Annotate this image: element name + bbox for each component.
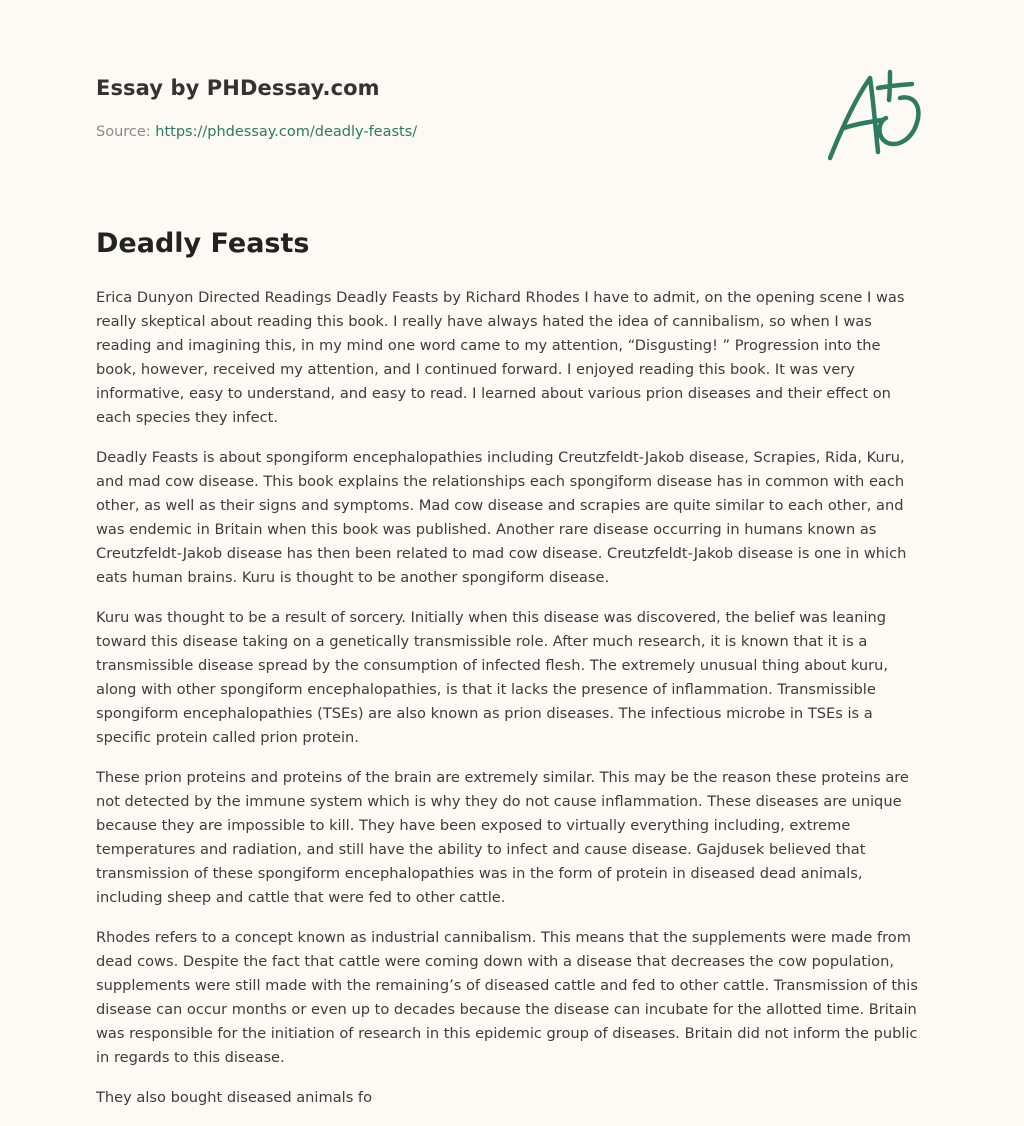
source-label: Source: (96, 124, 156, 140)
a-plus-grade-icon (828, 68, 926, 164)
essay-paragraph: Erica Dunyon Directed Readings Deadly Feasts by Richard Rhodes I have to admit, on the opening scene I was really skeptical about reading this book. I really have always hated the idea of cannibalism, so when I was reading and imagining this, in my mind one word came to my attention, “Disgusting! ” Progression into the book, however, received my attention, and I continued forward. I enjoyed reading this book. It was very informative, easy to understand, and easy to read. I learned about various prion diseases and their effect on each species they infect. (96, 289, 905, 426)
site-brand: Essay by PHDessay.com (96, 76, 380, 100)
source-line (96, 124, 417, 140)
essay-paragraph: Rhodes refers to a concept known as industrial cannibalism. This means that the supplements were made from dead cows. Despite the fact that cattle were coming down with a disease that decreases the cow population, supplements were still made with the remaining’s of diseased cattle and fed to other cattle. Transmission of this disease can occur months or even up to decades because the disease can incubate for the allotted time. Britain was responsible for the initiation of research in this epidemic group of diseases. Britain did not inform the public in regards to this disease. (96, 929, 918, 1066)
essay-paragraph: Kuru was thought to be a result of sorcery. Initially when this disease was discovered, the belief was leaning toward this disease taking on a genetically transmissible role. After much research, it is known that it is a transmissible disease spread by the consumption of infected flesh. The extremely unusual thing about kuru, along with other spongiform encephalopathies, is that it lacks the presence of inflammation. Transmissible spongiform encephalopathies (TSEs) are also known as prion diseases. The infectious microbe in TSEs is a specific protein called prion protein. (96, 609, 889, 746)
essay-paragraph: Deadly Feasts is about spongiform encephalopathies including Creutzfeldt-Jakob disease, Scrapies, Rida, Kuru, and mad cow disease. This book explains the relationships each spongiform disease has in common with each other, as well as their signs and symptoms. Mad cow disease and scrapies are quite similar to each other, and was endemic in Britain when this book was published. Another rare disease occurring in humans known as Creutzfeldt-Jakob disease has then been related to mad cow disease. Creutzfeldt-Jakob disease is one in which eats human brains. Kuru is thought to be another spongiform disease. (96, 449, 907, 586)
essay-paragraph: They also bought diseased animals fo (96, 1089, 372, 1106)
source-link[interactable]: https://phdessay.com/deadly-feasts/ (155, 124, 418, 140)
essay-paragraph: These prion proteins and proteins of the brain are extremely similar. This may be the reason these proteins are not detected by the immune system which is why they do not cause inflammation. These diseases are unique because they are impossible to kill. They have been exposed to virtually everything including, extreme temperatures and radiation, and still have the ability to infect and cause disease. Gajdusek believed that transmission of these spongiform encephalopathies was in the form of protein in diseased dead animals, including sheep and cattle that were fed to other cattle. (96, 769, 909, 906)
essay-title: Deadly Feasts (96, 228, 310, 259)
essay-body (96, 286, 924, 1126)
